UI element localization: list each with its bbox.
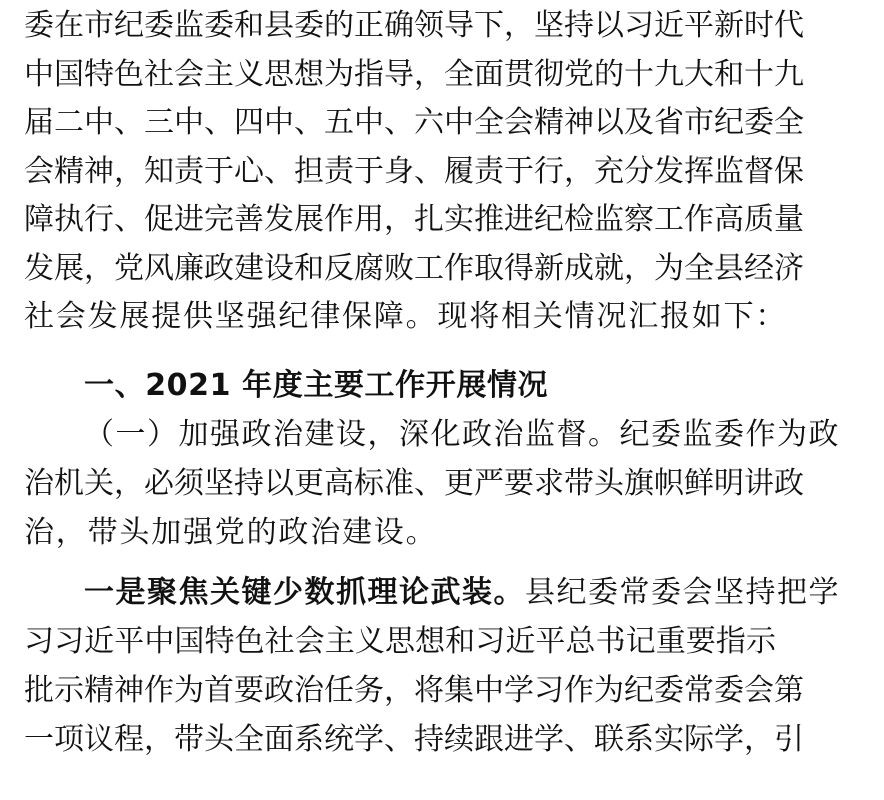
point1-line-1 [84,567,884,619]
paragraph-line-6: 发展，党风廉政建设和反腐败工作取得新成就，为全县经济 [24,251,804,286]
subsection-line-3: 治，带头加强党的政治建设。 [24,515,438,550]
point1-line-4: 一项议程，带头全面系统学、持续跟进学、联系实际学，引 [24,722,804,757]
paragraph-line-3: 届二中、三中、四中、五中、六中全会精神以及省市纪委全 [24,105,804,140]
subsection-line-2: 治机关，必须坚持以更高标准、更严要求带头旗帜鲜明讲政 [24,466,804,501]
subsection-line-1 [84,409,884,461]
point1-bold-lead: 一是聚焦关键少数抓理论武装。 [84,575,525,610]
paragraph-line-2: 中国特色社会主义思想为指导，全面贯彻党的十九大和十九 [24,57,804,92]
subsection-lead: （一）加强政治建设，深化政治监督。 [84,417,620,452]
section-heading: 一、2021 年度主要工作开展情况 [84,368,549,403]
subsection-line-1-rest: 纪委监委作为政 [619,417,840,452]
point1-line-1-rest: 县纪委常委会坚持把学 [525,575,840,610]
point1-line-2: 习习近平中国特色社会主义思想和习近平总书记重要指示 [24,624,776,659]
paragraph-line-1: 委在市纪委监委和县委的正确领导下，坚持以习近平新时代 [24,8,804,43]
point1-line-3: 批示精神作为首要政治任务，将集中学习作为纪委常委会第 [24,673,804,708]
paragraph-line-5: 障执行、促进完善发展作用，扎实推进纪检监察工作高质量 [24,202,804,237]
paragraph-line-7: 社会发展提供坚强纪律保障。现将相关情况汇报如下： [24,299,788,334]
paragraph-line-4: 会精神，知责于心、担责于身、履责于行，充分发挥监督保 [24,154,804,189]
